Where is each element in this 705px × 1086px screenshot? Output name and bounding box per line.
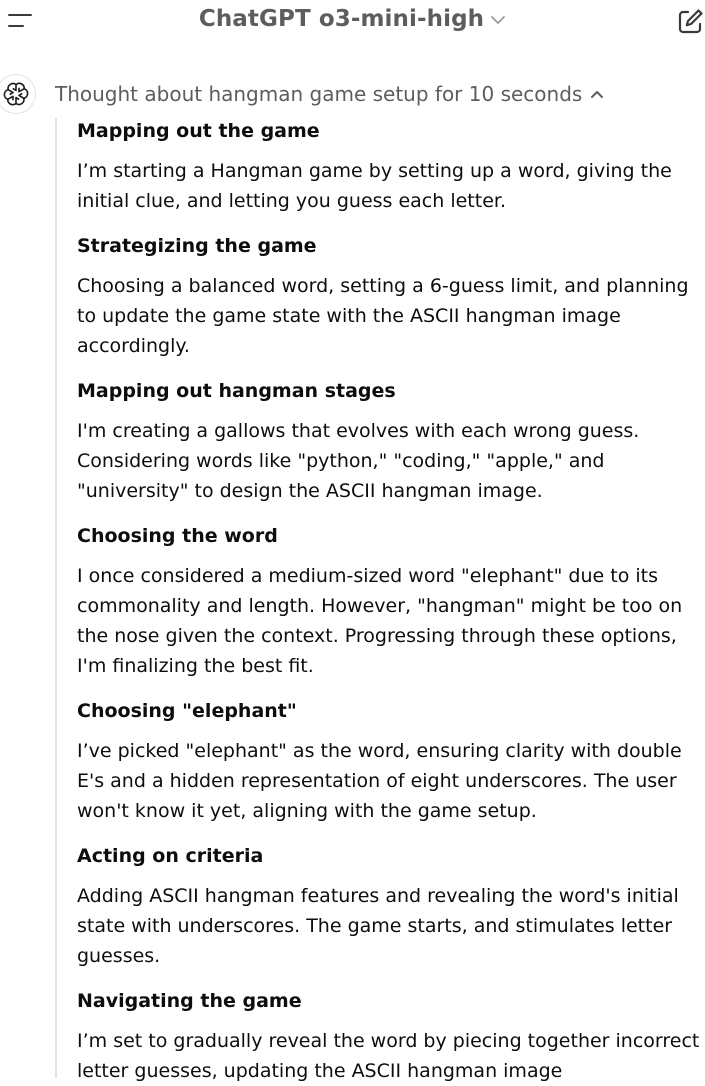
thought-label[interactable]: Thought about hangman game setup for 10 seconds — [55, 82, 583, 106]
section-body: Choosing a balanced word, setting a 6-guess limit, and planning to update the game state with the ASCII hangman image accordingly. — [77, 275, 689, 357]
new-chat-button[interactable] — [674, 6, 705, 38]
new-chat-icon — [674, 6, 705, 38]
section-body: I once considered a medium-sized word "elephant" due to its commonality and length. However, "hangman" might be too on the nose given the context. Progressing through these options, I'm finalizing the best fit. — [77, 565, 683, 677]
thought-toggle[interactable] — [55, 82, 604, 106]
model-selector[interactable] — [0, 6, 705, 32]
reasoning-content — [77, 116, 705, 1086]
section-heading: Mapping out the game — [77, 120, 320, 142]
section-body: I'm creating a gallows that evolves with each wrong guess. Considering words like "python," "coding," "apple," and "university" to design the ASCII hangman image. — [77, 420, 640, 502]
reasoning-section — [77, 841, 705, 971]
reasoning-section — [77, 986, 705, 1086]
section-heading: Choosing "elephant" — [77, 700, 297, 722]
section-body: I’m set to gradually reveal the word by piecing together incorrect letter guesses, updating the ASCII hangman image — [77, 1030, 700, 1082]
section-heading: Acting on criteria — [77, 845, 264, 867]
section-body: Adding ASCII hangman features and revealing the word's initial state with underscores. The game starts, and stimulates letter guesses. — [77, 885, 679, 967]
reasoning-thread-line — [55, 118, 57, 1078]
top-bar — [0, 0, 705, 44]
assistant-avatar — [0, 74, 36, 114]
openai-logo-icon — [3, 81, 29, 107]
section-heading: Choosing the word — [77, 525, 278, 547]
section-body: I’m starting a Hangman game by setting up a word, giving the initial clue, and letting you guess each letter. — [77, 160, 672, 212]
reasoning-section — [77, 376, 705, 506]
model-title[interactable]: ChatGPT o3-mini-high — [198, 6, 485, 32]
reasoning-section — [77, 231, 705, 361]
reasoning-section — [77, 116, 705, 216]
reasoning-section — [77, 696, 705, 826]
section-heading: Navigating the game — [77, 990, 302, 1012]
chevron-up-icon[interactable] — [590, 89, 604, 99]
section-heading: Strategizing the game — [77, 235, 317, 257]
section-body: I’ve picked "elephant" as the word, ensuring clarity with double E's and a hidden representation of eight underscores. The user won't know it yet, aligning with the game setup. — [77, 740, 682, 822]
section-heading: Mapping out hangman stages — [77, 380, 396, 402]
reasoning-section — [77, 521, 705, 681]
chevron-down-icon[interactable] — [490, 14, 506, 26]
